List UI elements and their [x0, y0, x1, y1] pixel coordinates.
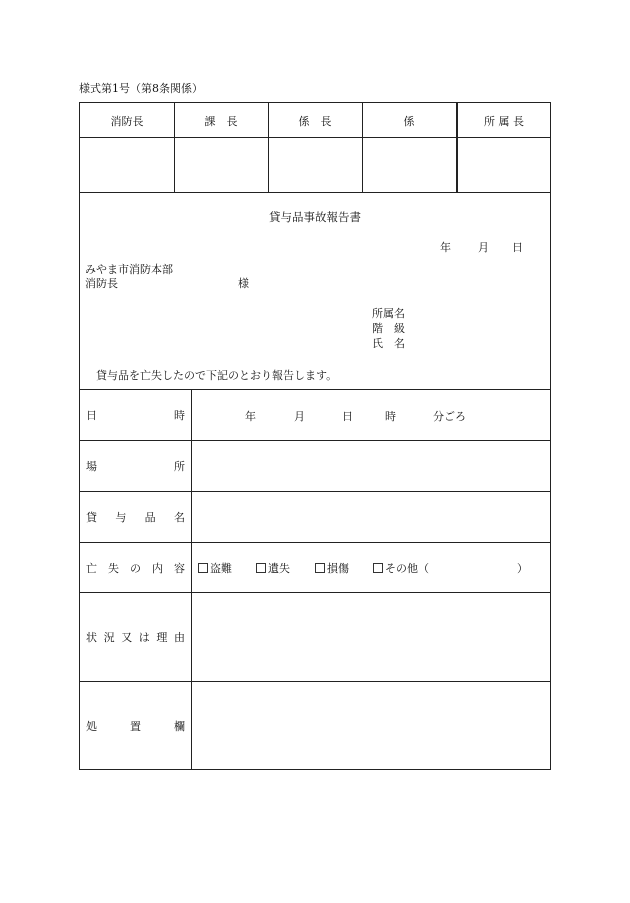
label-char: 欄: [174, 719, 185, 733]
row-datetime: [80, 390, 550, 441]
label-char: 日: [86, 409, 97, 422]
approval-header-unit-chief: 所 属 長: [484, 114, 524, 128]
label-char: 時: [174, 409, 185, 422]
option-damage[interactable]: 損傷: [315, 560, 349, 576]
unit-hour: 時: [385, 410, 396, 423]
unit-year: 年: [245, 410, 256, 423]
loss-options: [192, 543, 550, 592]
approval-header-section-chief: 課 長: [204, 114, 238, 128]
label-disposition: [80, 682, 191, 769]
label-item-name: [80, 492, 191, 542]
option-theft[interactable]: 盗難: [198, 560, 232, 576]
row-loss-content: [80, 543, 550, 593]
addressee-org: みやま市消防本部: [85, 263, 173, 276]
label-char: 亡: [86, 561, 97, 575]
checkbox-icon[interactable]: [315, 563, 325, 573]
label-char: 況: [103, 631, 115, 644]
label-char: 由: [173, 631, 185, 644]
label-char: 内: [152, 561, 163, 575]
stamp-cell-subsection-chief[interactable]: [269, 139, 362, 192]
label-char: 置: [130, 719, 141, 733]
label-char: 場: [86, 460, 97, 473]
label-char: 容: [174, 561, 185, 575]
approval-header-subsection-chief: 係 長: [298, 114, 332, 128]
place-field[interactable]: [192, 441, 550, 491]
checkbox-icon[interactable]: [373, 563, 383, 573]
disposition-field[interactable]: [192, 682, 550, 769]
option-lost[interactable]: 遺失: [256, 560, 290, 576]
row-item-name: [80, 492, 550, 543]
date-year: 年: [440, 241, 451, 254]
unit-minute: 分ごろ: [433, 410, 466, 423]
label-char: 状: [86, 631, 97, 644]
label-char: 処: [86, 719, 97, 733]
addressee-title: 消防長: [85, 277, 118, 290]
checkbox-icon[interactable]: [198, 563, 208, 573]
option-other-close: ）: [517, 562, 528, 575]
situation-field[interactable]: [192, 593, 550, 681]
details-table: [80, 389, 550, 769]
stamp-cell-staff[interactable]: [363, 139, 456, 192]
approval-header-fire-chief: 消防長: [110, 114, 144, 128]
row-disposition: [80, 682, 550, 769]
row-place: [80, 441, 550, 492]
label-char: 貸: [86, 511, 97, 524]
date-month: 月: [478, 241, 489, 254]
label-char: 品: [144, 511, 156, 524]
label-situation: [80, 593, 191, 681]
addressee-suffix: 様: [238, 277, 249, 290]
label-char: の: [130, 561, 141, 575]
label-char: 理: [156, 631, 168, 644]
report-title: 貸与品事故報告書: [269, 210, 361, 224]
datetime-field[interactable]: [192, 390, 550, 440]
label-place: [80, 441, 191, 491]
item-name-field[interactable]: [192, 492, 550, 542]
label-datetime: [80, 390, 191, 440]
approval-table: [79, 102, 551, 193]
label-char: 又: [121, 631, 133, 644]
label-char: は: [138, 631, 150, 644]
row-situation: [80, 593, 550, 682]
form-number: 様式第1号（第8条関係）: [79, 82, 203, 95]
option-other[interactable]: その他（: [373, 560, 429, 576]
label-loss-content: [80, 543, 191, 592]
report-form: [79, 192, 551, 770]
reporter-unit-label: 所属名: [372, 307, 405, 320]
label-char: 失: [108, 561, 119, 575]
unit-day: 日: [342, 410, 353, 423]
reporter-name-label: 氏 名: [372, 337, 405, 350]
label-char: 与: [115, 511, 127, 524]
stamp-cell-section-chief[interactable]: [175, 139, 268, 192]
label-char: 所: [174, 460, 185, 473]
checkbox-icon[interactable]: [256, 563, 266, 573]
approval-header-staff: 係: [403, 114, 415, 128]
reporter-rank-label: 階 級: [372, 322, 405, 335]
stamp-cell-fire-chief[interactable]: [80, 139, 174, 192]
unit-month: 月: [294, 410, 305, 423]
stamp-cell-unit-chief[interactable]: [458, 139, 550, 192]
date-day: 日: [512, 241, 523, 254]
report-statement: 貸与品を亡失したので下記のとおり報告します。: [96, 369, 338, 382]
label-char: 名: [173, 511, 185, 524]
